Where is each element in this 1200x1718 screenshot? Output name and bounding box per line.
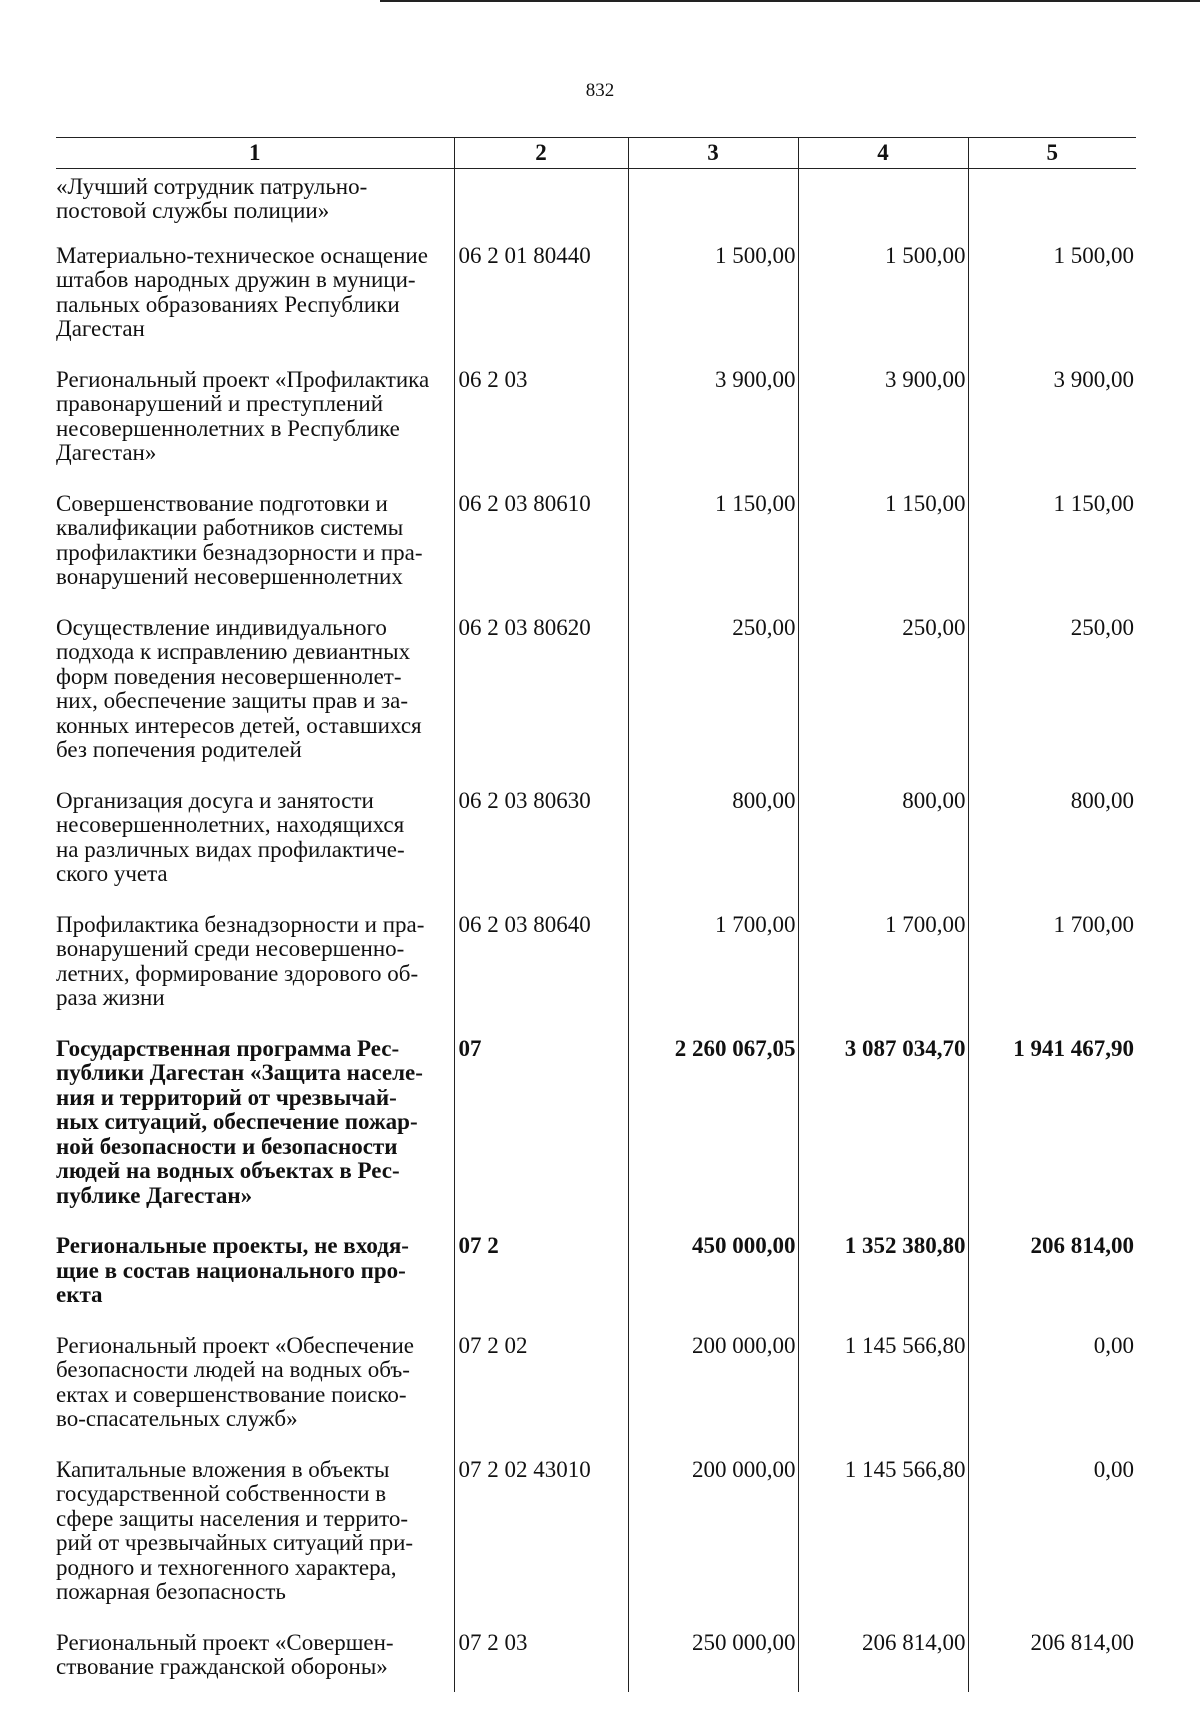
row-value-col4: 250,00 (798, 616, 968, 789)
row-code: 07 2 03 (454, 1631, 628, 1692)
table-row (56, 1234, 1136, 1334)
row-name: Региональные проекты, не входя- щие в состав национального про- екта (56, 1233, 409, 1307)
row-value-col4: 1 145 566,80 (798, 1458, 968, 1631)
row-name: Материально-техническое оснащение штабов народных дружин в муници- пальных образованиях Республики Дагестан (56, 242, 428, 341)
header-row (56, 138, 1136, 169)
table-row (56, 1631, 1136, 1692)
table-row (56, 913, 1136, 1037)
row-value-col3: 450 000,00 (628, 1234, 798, 1334)
row-code: 07 (454, 1037, 628, 1235)
row-value-col3: 250 000,00 (628, 1631, 798, 1692)
row-value-col4: 800,00 (798, 789, 968, 913)
table-row (56, 789, 1136, 913)
row-value-col5: 1 941 467,90 (968, 1037, 1136, 1235)
top-border-line (380, 0, 1200, 2)
table-row (56, 168, 1136, 244)
row-name: «Лучший сотрудник патрульно- постовой службы полиции» (56, 173, 368, 223)
table-row (56, 1334, 1136, 1458)
row-code (454, 168, 628, 244)
page-number: 832 (585, 80, 615, 101)
row-name: Региональный проект «Обеспечение безопасности людей на водных объ- ектах и совершенствование поиско- во-спасательных служб» (56, 1332, 414, 1431)
row-value-col3: 1 500,00 (628, 244, 798, 368)
row-value-col4: 1 700,00 (798, 913, 968, 1037)
row-value-col5: 250,00 (968, 616, 1136, 789)
table-row (56, 616, 1136, 789)
header-col-2: 2 (454, 138, 628, 169)
row-value-col5: 0,00 (968, 1334, 1136, 1458)
budget-table (56, 137, 1136, 1692)
row-value-col3: 3 900,00 (628, 368, 798, 492)
row-code: 06 2 03 80610 (454, 492, 628, 616)
row-name: Региональный проект «Профилактика правонарушений и преступлений несовершеннолетних в Республике Дагестан» (56, 366, 430, 465)
row-value-col5 (968, 168, 1136, 244)
row-value-col5: 206 814,00 (968, 1631, 1136, 1692)
row-code: 06 2 03 80630 (454, 789, 628, 913)
row-value-col5: 800,00 (968, 789, 1136, 913)
row-value-col3: 2 260 067,05 (628, 1037, 798, 1235)
row-value-col4: 206 814,00 (798, 1631, 968, 1692)
row-value-col3 (628, 168, 798, 244)
row-value-col5: 3 900,00 (968, 368, 1136, 492)
row-code: 06 2 01 80440 (454, 244, 628, 368)
row-value-col4: 1 150,00 (798, 492, 968, 616)
row-value-col3: 1 150,00 (628, 492, 798, 616)
row-value-col5: 1 150,00 (968, 492, 1136, 616)
table-row (56, 1458, 1136, 1631)
row-name: Региональный проект «Совершен- ствование гражданской обороны» (56, 1629, 394, 1679)
row-name: Профилактика безнадзорности и пра- вонарушений среди несовершенно- летних, формирование здорового об- раза жизни (56, 911, 425, 1010)
table-row (56, 492, 1136, 616)
row-value-col3: 200 000,00 (628, 1458, 798, 1631)
row-name: Государственная программа Рес- публики Дагестан «Защита населе- ния и территорий от чрезвычай- ных ситуаций, обеспечение пожар- ной безопасности и безопасности людей на водных объектах в Рес- публике Дагестан» (56, 1035, 423, 1208)
row-code: 06 2 03 (454, 368, 628, 492)
header-col-4: 4 (798, 138, 968, 169)
header-col-5: 5 (968, 138, 1136, 169)
row-value-col5: 1 500,00 (968, 244, 1136, 368)
table-row (56, 1037, 1136, 1235)
row-value-col4: 3 087 034,70 (798, 1037, 968, 1235)
row-value-col5: 0,00 (968, 1458, 1136, 1631)
row-value-col5: 206 814,00 (968, 1234, 1136, 1334)
row-value-col3: 200 000,00 (628, 1334, 798, 1458)
row-name: Капитальные вложения в объекты государственной собственности в сфере защиты населения и террито- рий от чрезвычайных ситуаций при- родного и техногенного характера, пожарная безопасность (56, 1456, 414, 1604)
row-name: Осуществление индивидуального подхода к исправлению девиантных форм поведения несовершеннолет- них, обеспечение защиты прав и за- конных интересов детей, оставшихся без попечения родителей (56, 614, 422, 762)
row-value-col3: 800,00 (628, 789, 798, 913)
row-code: 07 2 02 43010 (454, 1458, 628, 1631)
header-col-1: 1 (56, 138, 454, 169)
row-value-col4: 3 900,00 (798, 368, 968, 492)
row-name: Организация досуга и занятости несовершеннолетних, находящихся на различных видах профилактиче- ского учета (56, 787, 405, 886)
row-value-col4: 1 352 380,80 (798, 1234, 968, 1334)
row-code: 06 2 03 80620 (454, 616, 628, 789)
row-value-col4 (798, 168, 968, 244)
row-code: 07 2 (454, 1234, 628, 1334)
table-row (56, 368, 1136, 492)
row-code: 07 2 02 (454, 1334, 628, 1458)
row-value-col4: 1 500,00 (798, 244, 968, 368)
table-row (56, 244, 1136, 368)
row-value-col4: 1 145 566,80 (798, 1334, 968, 1458)
header-col-3: 3 (628, 138, 798, 169)
row-name: Совершенствование подготовки и квалификации работников системы профилактики безнадзорности и пра- вонарушений несовершеннолетних (56, 490, 423, 589)
row-value-col3: 250,00 (628, 616, 798, 789)
row-value-col3: 1 700,00 (628, 913, 798, 1037)
row-code: 06 2 03 80640 (454, 913, 628, 1037)
row-value-col5: 1 700,00 (968, 913, 1136, 1037)
